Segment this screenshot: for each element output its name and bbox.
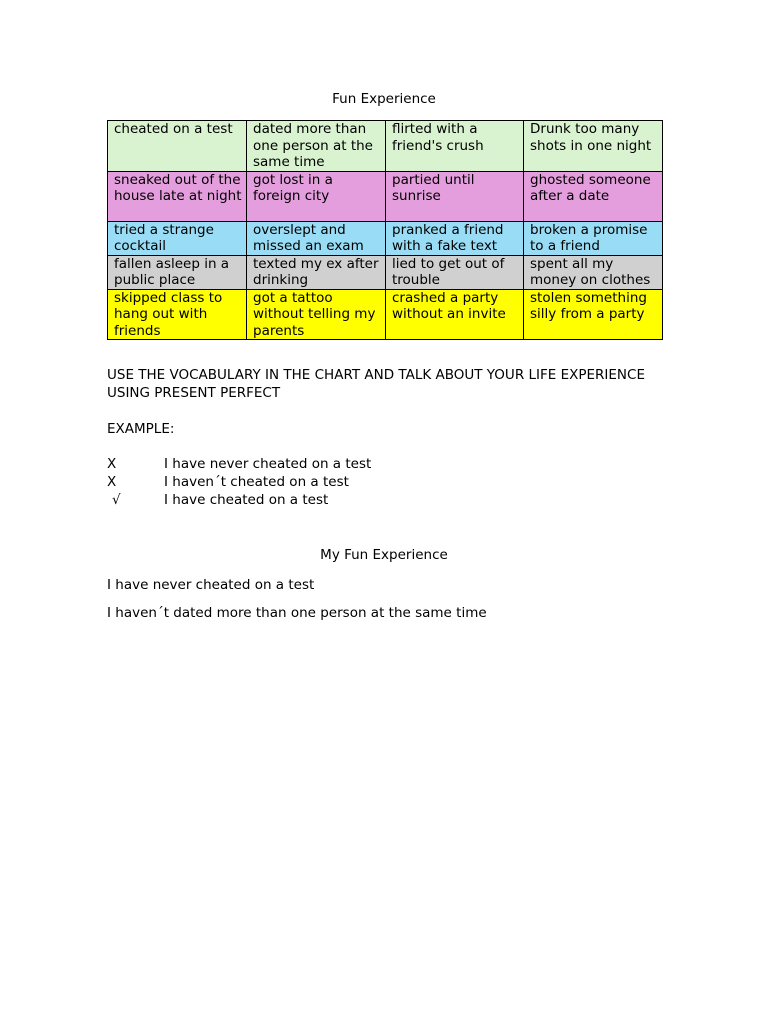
table-row — [108, 255, 663, 289]
table-cell: Drunk too many shots in one night — [524, 121, 663, 172]
table-row — [108, 221, 663, 255]
table-row — [108, 121, 663, 172]
table-cell: sneaked out of the house late at night — [108, 171, 247, 221]
example-sentence: I have never cheated on a test — [164, 456, 372, 472]
example-sentence: I have cheated on a test — [164, 492, 329, 508]
table-cell: got a tattoo without telling my parents — [247, 289, 386, 340]
table-cell: got lost in a foreign city — [247, 171, 386, 221]
cross-mark-icon: X — [107, 474, 117, 490]
table-cell: spent all my money on clothes — [524, 255, 663, 289]
table-cell: broken a promise to a friend — [524, 221, 663, 255]
example-label: EXAMPLE: — [107, 421, 175, 437]
table-row — [108, 171, 663, 221]
table-cell: dated more than one person at the same time — [247, 121, 386, 172]
example-sentence: I haven´t cheated on a test — [164, 474, 349, 490]
vocabulary-table — [107, 120, 663, 340]
page-title: Fun Experience — [332, 91, 436, 107]
table-cell: flirted with a friend's crush — [386, 121, 524, 172]
table-cell: ghosted someone after a date — [524, 171, 663, 221]
table-row — [108, 289, 663, 340]
table-cell: partied until sunrise — [386, 171, 524, 221]
experience-sentence: I haven´t dated more than one person at the same time — [107, 605, 487, 621]
cross-mark-icon: X — [107, 456, 117, 472]
section-title: My Fun Experience — [320, 547, 448, 563]
table-cell: tried a strange cocktail — [108, 221, 247, 255]
table-cell: overslept and missed an exam — [247, 221, 386, 255]
check-mark-icon: √ — [112, 492, 121, 508]
table-cell: texted my ex after drinking — [247, 255, 386, 289]
experience-sentence: I have never cheated on a test — [107, 577, 315, 593]
table-cell: crashed a party without an invite — [386, 289, 524, 340]
table-cell: lied to get out of trouble — [386, 255, 524, 289]
table-cell: cheated on a test — [108, 121, 247, 172]
table-cell: pranked a friend with a fake text — [386, 221, 524, 255]
table-cell: fallen asleep in a public place — [108, 255, 247, 289]
table-cell: skipped class to hang out with friends — [108, 289, 247, 340]
instruction-text: USE THE VOCABULARY IN THE CHART AND TALK ABOUT YOUR LIFE EXPERIENCE USING PRESENT PERFECT — [107, 367, 645, 401]
table-cell: stolen something silly from a party — [524, 289, 663, 340]
